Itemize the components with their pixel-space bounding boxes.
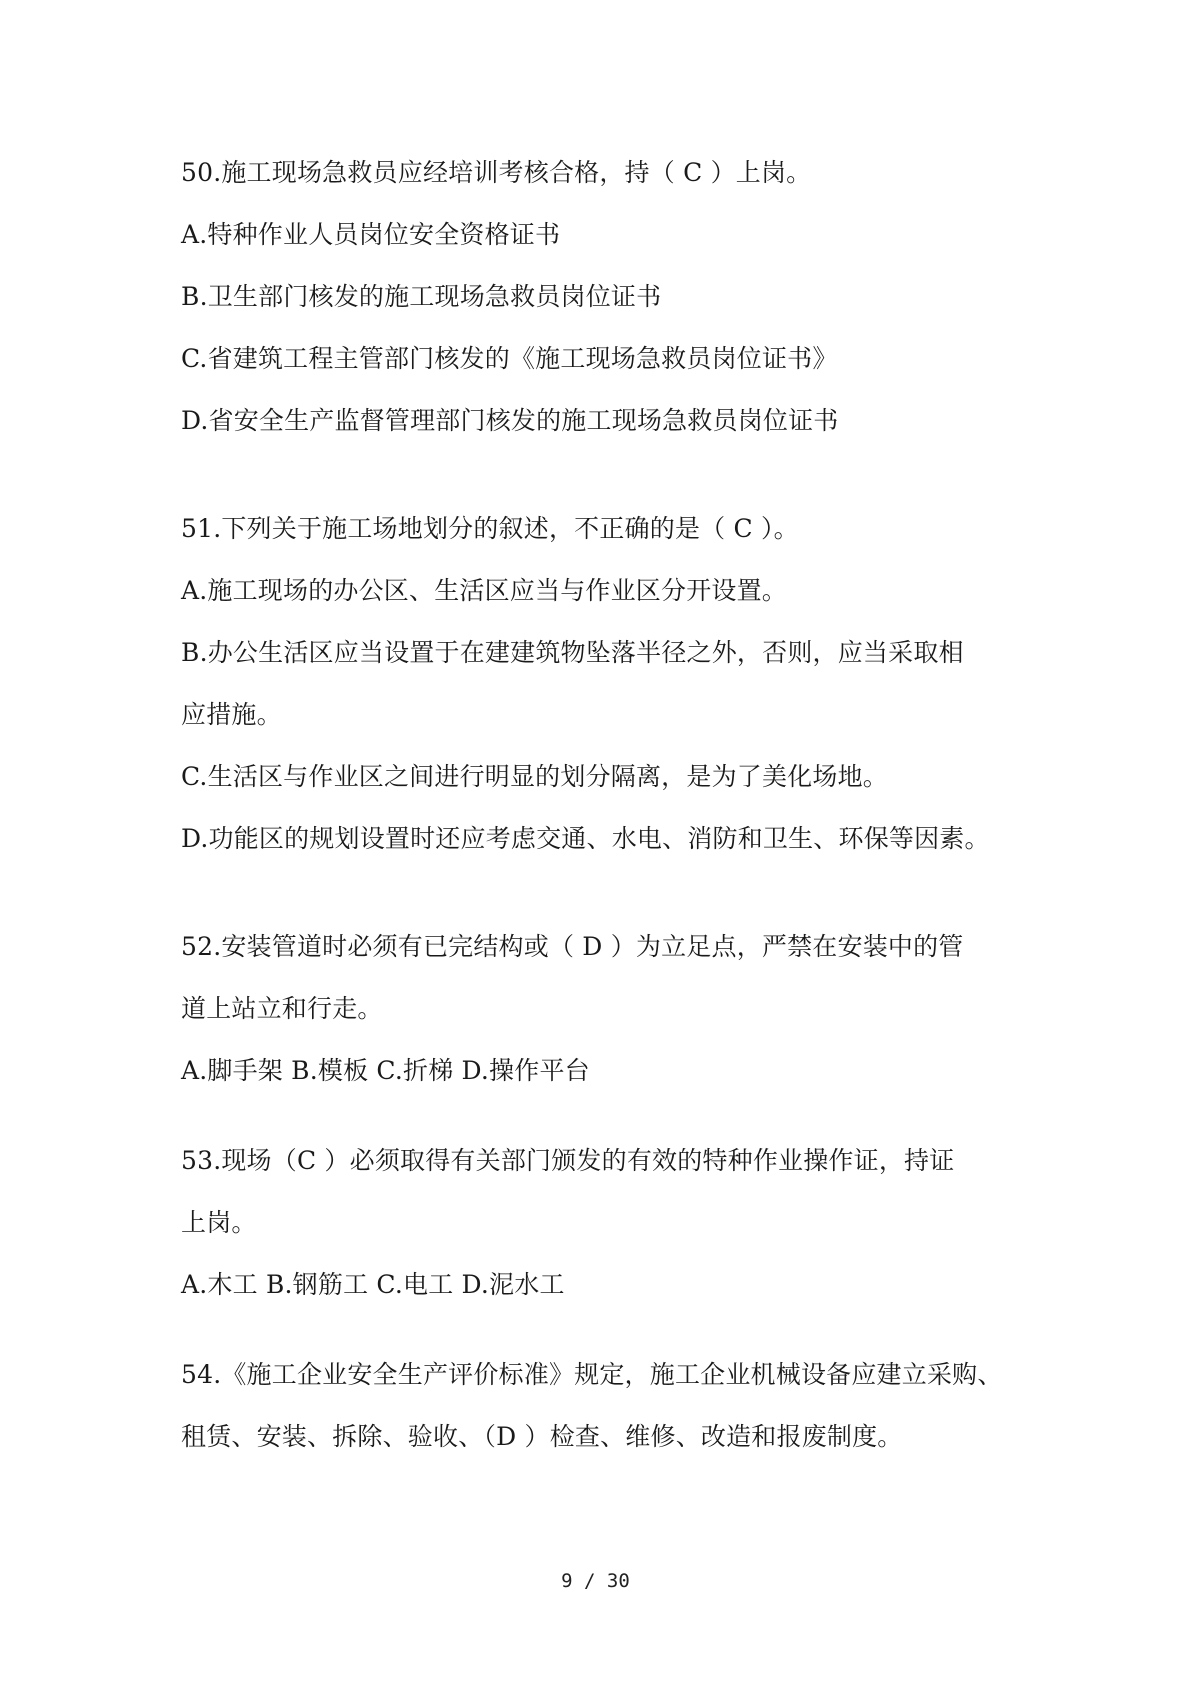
question-54-text-continued: 租赁、安装、拆除、验收、（D ）检查、维修、改造和报废制度。 xyxy=(181,1422,903,1451)
question-53-options: A.木工 B.钢筋工 C.电工 D.泥水工 xyxy=(181,1270,565,1299)
spacer xyxy=(181,452,1021,498)
question-53-text-continued: 上岗。 xyxy=(181,1208,257,1237)
question-51-option-c: C.生活区与作业区之间进行明显的划分隔离，是为了美化场地。 xyxy=(181,762,888,791)
question-51-option-d: D.功能区的规划设置时还应考虑交通、水电、消防和卫生、环保等因素。 xyxy=(181,824,990,853)
question-50-option-d: D.省安全生产监督管理部门核发的施工现场急救员岗位证书 xyxy=(181,406,839,435)
question-51-option-a: A.施工现场的办公区、生活区应当与作业区分开设置。 xyxy=(181,576,788,605)
question-52-options: A.脚手架 B.模板 C.折梯 D.操作平台 xyxy=(181,1056,590,1085)
question-51-option-b: B.办公生活区应当设置于在建建筑物坠落半径之外，否则，应当采取相 xyxy=(181,638,964,667)
question-50-option-a: A.特种作业人员岗位安全资格证书 xyxy=(181,220,561,249)
question-54-text: 54.《施工企业安全生产评价标准》规定，施工企业机械设备应建立采购、 xyxy=(181,1360,1003,1389)
question-50-text: 50.施工现场急救员应经培训考核合格，持（ C ）上岗。 xyxy=(181,158,812,187)
spacer xyxy=(181,1316,1021,1344)
question-52-text: 52.安装管道时必须有已完结构或（ D ）为立足点，严禁在安装中的管 xyxy=(181,932,964,961)
page-number: 9 / 30 xyxy=(561,1570,630,1592)
question-50-option-c: C.省建筑工程主管部门核发的《施工现场急救员岗位证书》 xyxy=(181,344,838,373)
question-52-text-continued: 道上站立和行走。 xyxy=(181,994,383,1023)
question-list xyxy=(181,142,1021,1468)
question-53-text: 53.现场（C ）必须取得有关部门颁发的有效的特种作业操作证，持证 xyxy=(181,1146,955,1175)
spacer xyxy=(181,1102,1021,1130)
question-51-option-b-continued: 应措施。 xyxy=(181,700,282,729)
question-51-text: 51.下列关于施工场地划分的叙述，不正确的是（ C ）。 xyxy=(181,514,799,543)
question-50-option-b: B.卫生部门核发的施工现场急救员岗位证书 xyxy=(181,282,662,311)
spacer xyxy=(181,870,1021,916)
